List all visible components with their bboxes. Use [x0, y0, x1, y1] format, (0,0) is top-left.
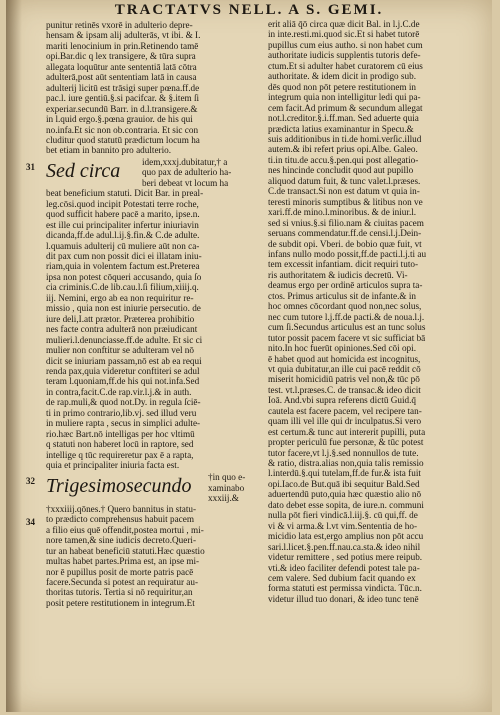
- text-line: tur an habeat beneficiū statuti.Hæc quæstio: [46, 545, 205, 556]
- text-line: xxxiij.&: [208, 493, 239, 504]
- text-line: sed si vnius.§.si filio.nam & ciuitas pacem: [268, 217, 424, 228]
- text-line: xari.ff.de mino.l.minoribus. & de iniur.l.: [268, 207, 417, 218]
- text-line: prædicta latius examinantur in Specu.&: [268, 123, 414, 134]
- text-line: nulla pōt fieri vindicā.l.iij.§. cū qui,ff. de: [268, 510, 418, 521]
- running-header: TRACTATVS NELL. A S. GEMI.: [114, 2, 384, 18]
- text-line: quia et principaliter iniuria facta est.: [46, 460, 180, 471]
- text-line: facere.Secunda si potest an requiratur au-: [46, 577, 199, 588]
- margin-number-32: 32: [26, 476, 35, 487]
- text-line: iij. Nemini, ergo ab ea non requiritur re-: [46, 292, 194, 303]
- text-line: C.de transact.Si non est datum vt quia in-: [268, 186, 420, 197]
- text-line: tutor facere,vt l.j.§.sed nonnullos de tute.: [268, 447, 419, 458]
- text-line: quam illi vel ille qui dr inculpatus.Si vero: [268, 416, 422, 427]
- text-line: est ille cui principaliter infertur iniuriavin: [46, 219, 199, 230]
- text-line: pupillus cum eius autho. si non habet cum: [268, 39, 423, 50]
- left-paragraph-1: [46, 20, 270, 156]
- text-line: ti.in titu.de accu.§.pen.qui post allegatio-: [268, 154, 419, 165]
- text-line: missio , quia non est iniurie persecutio. de: [46, 303, 201, 314]
- margin-number-31: 31: [26, 161, 35, 172]
- text-line: cluditur quod statutū prædictum locum ha: [46, 134, 200, 145]
- text-line: opi.Bar.dic q lex transigere, & tūra supra: [46, 51, 196, 62]
- text-line: hensam & ipsam alij adulterās, vt ibi. & I.: [46, 30, 201, 41]
- text-line: nor ē pupillus posit de morte patris pacē: [46, 566, 194, 577]
- text-line: to prædicto comprehensus habuit pacem: [46, 514, 194, 525]
- text-line: l.interdū.§.qui tutelam,ff.de fur.& ista fuit: [268, 468, 421, 479]
- text-line: dicanda,ff.de adul.l.ij.§.fin.& C.de adulte.: [46, 230, 200, 241]
- text-line: nes facte contra adulterā non præiudicant: [46, 324, 198, 335]
- text-line: rio.hæc Bart.nō intelligas per hoc vltimū: [46, 428, 195, 439]
- text-line: vt quia dubitatur,an ille cui pacē reddit cō: [268, 363, 421, 374]
- text-line: authoritate. & idem dicit in prodigo sub.: [268, 71, 416, 82]
- left-paragraph-3: [46, 504, 270, 609]
- text-line: Ioā. And.vbi supra referens dictū Guid.q̄: [268, 395, 416, 406]
- text-line: cem facit.Ad primum & secundum allegat: [268, 102, 423, 113]
- text-line: idem,xxxj.dubitatur,† a: [142, 156, 228, 167]
- text-line: vti.& ideo faciliter defendi potest tale pa-: [268, 562, 420, 573]
- text-line: q statuti non haberet locū in raptore, sed: [46, 439, 194, 450]
- text-line: authoritate iudicis supplentis tutoris defe-: [268, 50, 421, 61]
- text-line: miserit homicidiū patris vel non,& tūc pō: [268, 374, 420, 385]
- text-line: allegata loquūtur ante sententiā latā cōtra: [46, 61, 197, 72]
- text-line: intellige q tūc requireretur pax ē a rapta,: [46, 449, 194, 460]
- text-line: hoc omnes cōcordant quod non,nec solus,: [268, 301, 422, 312]
- text-line: no.infa.Et sic non ob.contraria. Et sic con: [46, 124, 199, 135]
- text-line: multas habet partes.Prima est, an ipse mi-: [46, 556, 200, 567]
- trigesimo-block: [26, 472, 270, 608]
- text-line: de rap.muli,& quod not.Dy. in regula ſciē-: [46, 397, 201, 408]
- text-line: cautela est facere pacem, vel recipere tan-: [268, 405, 422, 416]
- text-line: punitur retinēs vxorē in adulterio depre-: [46, 20, 193, 30]
- text-line: a filio eius quē offendit,postea mortui , mi-: [46, 524, 204, 535]
- right-paragraph-1: [268, 19, 492, 604]
- text-line: aliquod datum fuit, & tunc valet.l.præses.: [268, 175, 421, 186]
- text-line: teram l.quoniam,ff.de his qui not.infa.Sed: [46, 376, 200, 387]
- text-line: bet etiam in bannito pro adulterio.: [46, 145, 172, 156]
- text-line: ipsa non potest cōqueri accusando, quia ſo: [46, 271, 202, 282]
- text-line: ris authoritatem & iudicis decretū. Vi-: [268, 269, 408, 280]
- text-line: erit aliā q̄ō circa quæ dicit Bal. in l.j.C.de: [268, 19, 420, 29]
- text-line: autem.& ibi refert prius opi.Albe. Galeo.: [268, 144, 418, 155]
- sed-circa-block: [26, 156, 270, 471]
- text-line: cia criminis.C.de lib.cau.l.ſi filium,xiiij.q.: [46, 282, 199, 293]
- text-line: ctos. Primus articulus sit de infante.& in: [268, 290, 417, 301]
- text-line: de subdit opi. Vberi. de bobio quæ fuit, vt: [268, 238, 422, 249]
- text-line: adulterā,post aūt sententiam latā in causa: [46, 72, 197, 83]
- text-line: tem excessit infantiam. dicit requiri tuto-: [268, 259, 419, 270]
- text-line: mulieri.l.denunciasse.ff.de adulte. Et sic ci: [46, 334, 203, 345]
- text-line: suis additionibus in ti.de homi.verſic.illud: [268, 133, 422, 144]
- text-line: ē habet quod aut homicida est incognitus,: [268, 353, 421, 364]
- text-line: riam,quia in volentem factum est.Preterea: [46, 261, 200, 272]
- text-line: integrum quia non intelligitur ledi qui pa-: [268, 92, 421, 103]
- text-line: mariti lenocinium in prin.Retinendo tamē: [46, 40, 199, 51]
- text-line: l.quamuis adulterij cū muliere aūt non ca-: [46, 240, 200, 251]
- text-line: micidio lata est,ergo amplius non pōt accu: [268, 531, 424, 542]
- text-line: forma statuti est permissa vindicta. Tūc.n.: [268, 583, 422, 594]
- text-line: nes hincinde concludit quod aut pupillo: [268, 165, 414, 176]
- text-line: beri debeat vt locum ha: [142, 177, 229, 188]
- text-line: †xxxiiij.qōnes.† Quero bannitus in statu-: [46, 503, 197, 514]
- right-column: [268, 19, 492, 604]
- text-line: cum ſi.Secundus articulus est an tunc solus: [268, 322, 426, 333]
- text-line: test. vt.l.præses.C. de transac.& ideo dicit: [268, 384, 421, 395]
- text-line: renda pax,quia videretur conftiteri se adul: [46, 365, 200, 376]
- text-line: quo pax de adulterio ha-: [142, 167, 232, 178]
- text-line: vi & vi arma.& l.vt vim.Sententia de ho-: [268, 520, 418, 531]
- text-line: posit petere restitutionem in integrum.Et: [46, 597, 195, 608]
- text-line: est certum.& tunc aut intererit pupilli, puta: [268, 426, 426, 437]
- text-line: iure deli,I.att prætor. Præterea prohibitio: [46, 313, 195, 324]
- text-line: aduertendū puto,quia hæc quæstio alio nō: [268, 489, 422, 500]
- text-line: dēs quod non pōt petere restitutionem in: [268, 81, 416, 92]
- text-line: deamus ergo per ordinē articulos supra ta-: [268, 280, 423, 291]
- text-line: sari.l.licet.§.pen.ff.nau.ca.sta.& ideo nihil: [268, 541, 421, 552]
- text-line: dato debet esse sopita, de iure.n. communi: [268, 499, 424, 510]
- margin-number-34: 34: [26, 517, 35, 528]
- text-line: & ratio, distra.alias non,quia talis remissio: [268, 458, 424, 469]
- text-line: mulier non conftitur se adulteram vel nō: [46, 345, 194, 356]
- text-line: thoritas tutoris. Tertia si nō requiritur,an: [46, 587, 193, 598]
- text-line: adulterij licitū est trāsigi super pœna.ff.de: [46, 82, 200, 93]
- book-page: [6, 0, 492, 712]
- text-line: pac.l. iure gentiū.§.si pacifcar. & §.item ſi: [46, 93, 200, 104]
- text-line: in contra,facit.C.de rap.vir.l.j.& in auth.: [46, 386, 192, 397]
- trigesimo-initial: Trigesimosecundo: [46, 475, 192, 498]
- text-line: in l.quid ergo.§.pœna grauior. de his qui: [46, 114, 193, 125]
- text-line: leg.cōsi.quod incipit Potestati terre roche,: [46, 198, 199, 209]
- text-line: ti in primo contrario,lib.vj. sed illud veru: [46, 407, 197, 418]
- text-line: cem valere. Sed dubium facit quando ex: [268, 573, 416, 584]
- text-line: videtur illud tuo donari, & ideo tunc tenē: [268, 593, 419, 604]
- text-line: propter periculū fue personæ, & tūc potest: [268, 437, 424, 448]
- text-line: ctum.Et si adulter habet curatorem cū eius: [268, 60, 423, 71]
- text-line: teresti minoris sumptibus & litibus non ve: [268, 196, 423, 207]
- text-line: videtur remittere , sed potius mere reipub.: [268, 552, 423, 563]
- text-line: beat beneficium statuti. Dicit Bar. in preal-: [46, 188, 204, 199]
- text-line: tutor possit pacem facere vt sic sufficiat bā: [268, 332, 426, 343]
- text-line: not.l.creditor.§.i.ff.man. Sed aduerte quia: [268, 113, 419, 124]
- text-line: xaminabo: [208, 482, 245, 493]
- text-line: quod sufficit habere pacē a marito, ipse.n.: [46, 209, 200, 220]
- text-line: opi.Iaco.de But.quā ibi sequitur Bald.Sed: [268, 478, 420, 489]
- text-line: nore tamen,& sine iudicis decreto.Queri-: [46, 535, 197, 546]
- text-line: dicit se iniuriam passam,nō est ab ea requi: [46, 355, 202, 366]
- text-line: infans nullo modo possit,ff.de pacti.l.j.ti au: [268, 248, 427, 259]
- text-line: experiar.secundū Barr. in d.l.transigere.&: [46, 103, 198, 114]
- text-line: in inte.resti.mi.quod sic.Et si habet tutorē: [268, 29, 420, 40]
- text-line: seruans commendatur.ff.de censi.l.j.Dein-: [268, 228, 422, 239]
- text-line: nito.In hoc fuerūt opiniones.Sed cōi opi.: [268, 343, 416, 354]
- gutter-shadow: [6, 0, 22, 712]
- sed-circa-initial: Sed circa: [46, 159, 121, 182]
- text-line: †in quo e-: [208, 472, 246, 483]
- text-line: nec cum tutore l.j.ff.de pacti.& de noua.l.j.: [268, 311, 425, 322]
- left-column: [26, 20, 270, 608]
- text-line: dit pax cum non possit dici ei illatam iniu-: [46, 250, 202, 261]
- left-paragraph-2: [46, 188, 270, 470]
- text-line: in muliere rapta , secus in simplici adulte-: [46, 418, 201, 429]
